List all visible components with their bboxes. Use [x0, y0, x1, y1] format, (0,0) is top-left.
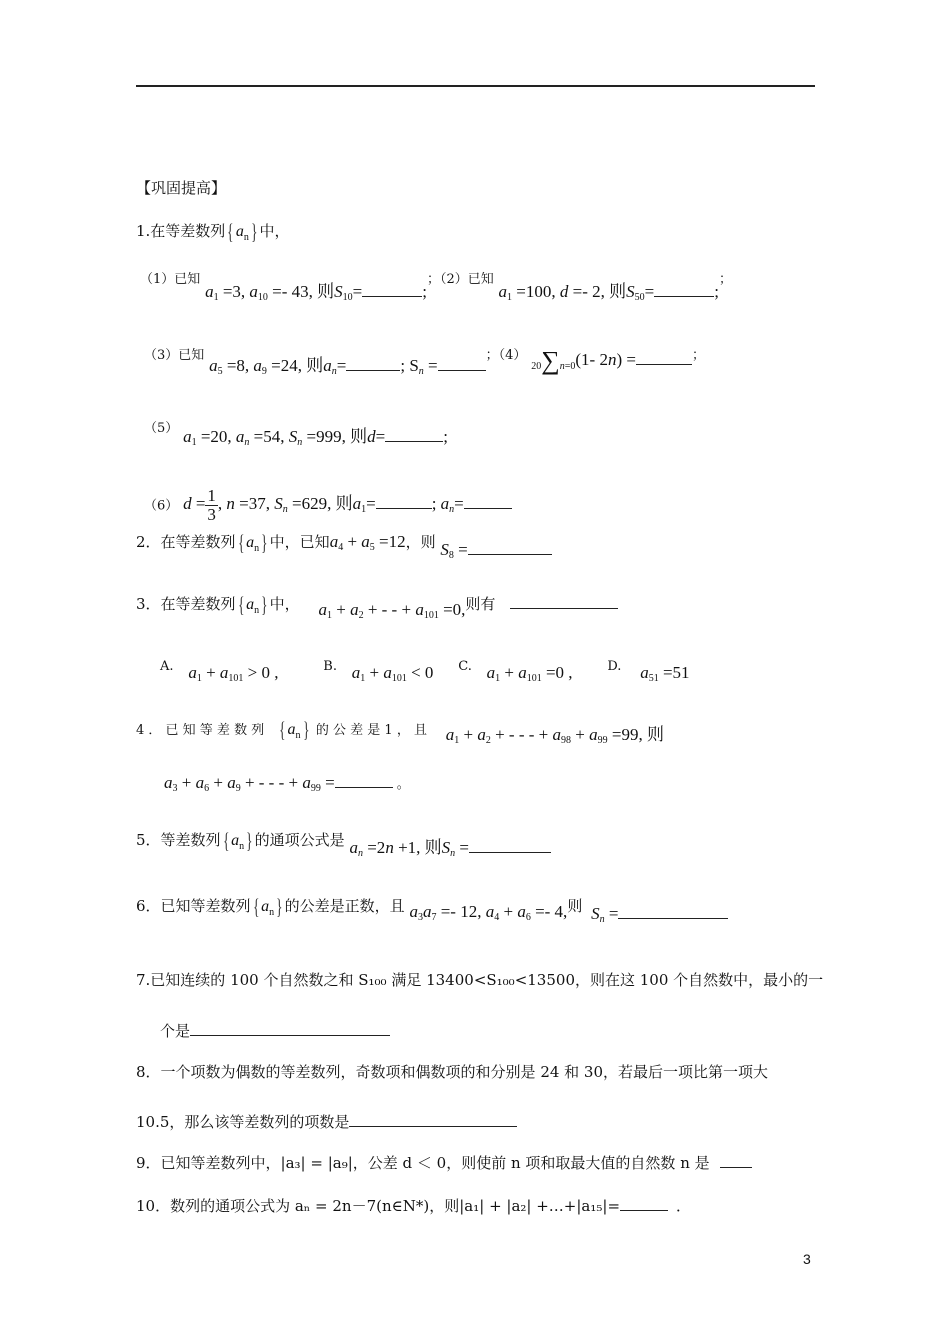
question-6: 6．已知等差数列{ $a_n$} 的公差是正数，且 $a_3a_7 =- 12$, $a_4 + a_6 =- 4$,则 $S_n$ = [136, 896, 728, 923]
question-4-line-1: 4 ． 已 知 等 差 数 列 { $a_n$} 的 公 差 是 1 ， 且 $a_1 + a_2$ + - - - + $a_{98} + a_{99} =99$, 则 [136, 717, 664, 746]
question-1-intro: 1.在等差数列{ $a_n$} 中， [136, 219, 290, 244]
question-1-part-3-4: （3）已知 $a_5 =8$, $a_9 =24$, 则$a_n=$ ; $S_n$ =；（4） 20∑n=0(1- 2n) = ； [144, 346, 705, 377]
question-4-line-2: $a_3 + a_6 + a_9$ + - - - + $a_{99}$ = 。 [164, 773, 410, 794]
page-number: 3 [803, 1251, 811, 1267]
question-7-line-2: 个是 [160, 1021, 390, 1041]
header-rule [136, 85, 815, 87]
question-1-part-6: （6） d = $\frac{1}{3}$ , n =37, $S_n =629$, 则$a_1=$ ; $a_n=$ [144, 487, 512, 524]
section-title: 【巩固提高】 [136, 179, 227, 197]
question-1-part-1-2: （1）已知 $a_1 =3$, $a_{10} =- 43$, 则$S_{10}=$ ;；（2）已知 $a_1 =100$, d =- 2, 则$S_{50}=$ ;； [140, 272, 732, 303]
question-9: 9．已知等差数列中，|a₃| = |a₉|，公差 d ＜ 0，则使前 n 项和取最大值的自然数 n 是 [136, 1153, 752, 1173]
question-5: 5．等差数列{ $a_n$} 的通项公式是 $a_n =2n +1$, 则$S_n$ = [136, 830, 551, 857]
question-8-line-2: 10.5，那么该等差数列的项数是 [136, 1112, 517, 1132]
question-3-options: A. $a_1 + a_{101} > 0$ , B. $a_1 + a_{101} < 0$ C. $a_1 + a_{101} =0$ , D. $a_{51} =51$ [160, 659, 690, 684]
question-10: 10．数列的通项公式为 aₙ = 2n－7(n∈N*)，则|a₁| + |a₂| +…+|a₁₅|= ． [136, 1197, 692, 1215]
question-2: 2．在等差数列{ $a_n$} 中，已知$a_4 + a_5 =12$，则 $S_8$ = [136, 532, 552, 559]
question-8-line-1: 8．一个项数为偶数的等差数列，奇数项和偶数项的和分别是 24 和 30，若最后一项比第一项大 [136, 1063, 769, 1081]
question-1-part-5: （5） $a_1 =20$, $a_n =54$, $S_n =999$, 则d= ; [144, 421, 448, 448]
question-3: 3．在等差数列{ $a_n$} 中， $a_1 + a_2$ + - - + $a_{101} =0$,则有 [136, 594, 618, 621]
question-7-line-1: 7.已知连续的 100 个自然数之和 S₁₀₀ 满足 13400<S₁₀₀<13500，则在这 100 个自然数中，最小的一 [136, 971, 824, 989]
